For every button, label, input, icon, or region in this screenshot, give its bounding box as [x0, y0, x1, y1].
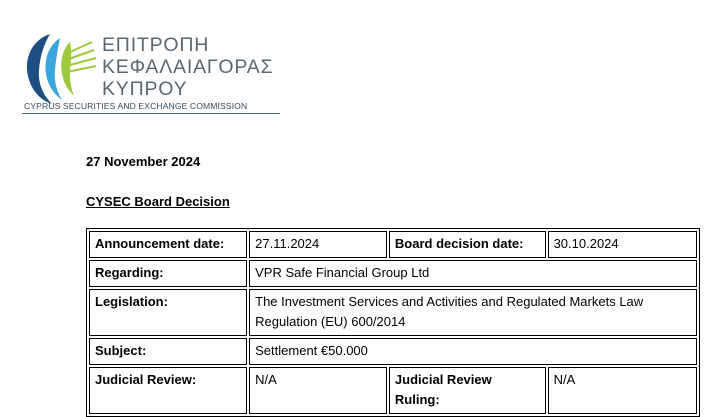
legislation-label: Legislation:	[89, 289, 247, 336]
table-row	[89, 367, 697, 414]
board-decision-date-label: Board decision date:	[389, 231, 546, 258]
logo-line-3: ΚΥΠΡΟΥ	[102, 78, 188, 100]
logo-wordmark	[102, 34, 273, 100]
legislation-value: The Investment Services and Activities and Regulated Markets Law Regulation (EU) 600/2014	[249, 289, 697, 336]
table-row	[89, 289, 697, 336]
announcement-date-label: Announcement date:	[89, 231, 247, 258]
regarding-label: Regarding:	[89, 260, 247, 287]
regarding-value: VPR Safe Financial Group Ltd	[249, 260, 697, 287]
subject-value: Settlement €50.000	[249, 338, 697, 365]
logo-divider	[22, 113, 280, 114]
cysec-emblem-icon	[22, 28, 102, 106]
decision-table	[86, 228, 700, 417]
table-row	[89, 231, 697, 258]
table-row	[89, 338, 697, 365]
board-decision-date-value: 30.10.2024	[548, 231, 697, 258]
table-row	[89, 260, 697, 287]
cysec-logo	[22, 22, 292, 122]
subject-label: Subject:	[89, 338, 247, 365]
judicial-review-value: N/A	[249, 367, 387, 414]
document-date: 27 November 2024	[86, 154, 201, 169]
judicial-review-label: Judicial Review:	[89, 367, 247, 414]
document-heading: CYSEC Board Decision	[86, 194, 230, 209]
judicial-review-ruling-value: N/A	[548, 367, 697, 414]
logo-line-2: ΚΕΦΑΛΑΙΑΓΟΡΑΣ	[102, 56, 274, 78]
judicial-review-ruling-label: Judicial Review Ruling:	[389, 367, 546, 414]
logo-line-1: ΕΠΙΤΡΟΠΗ	[102, 34, 210, 56]
logo-subtitle: CYPRUS SECURITIES AND EXCHANGE COMMISSION	[24, 101, 248, 111]
announcement-date-value: 27.11.2024	[249, 231, 387, 258]
